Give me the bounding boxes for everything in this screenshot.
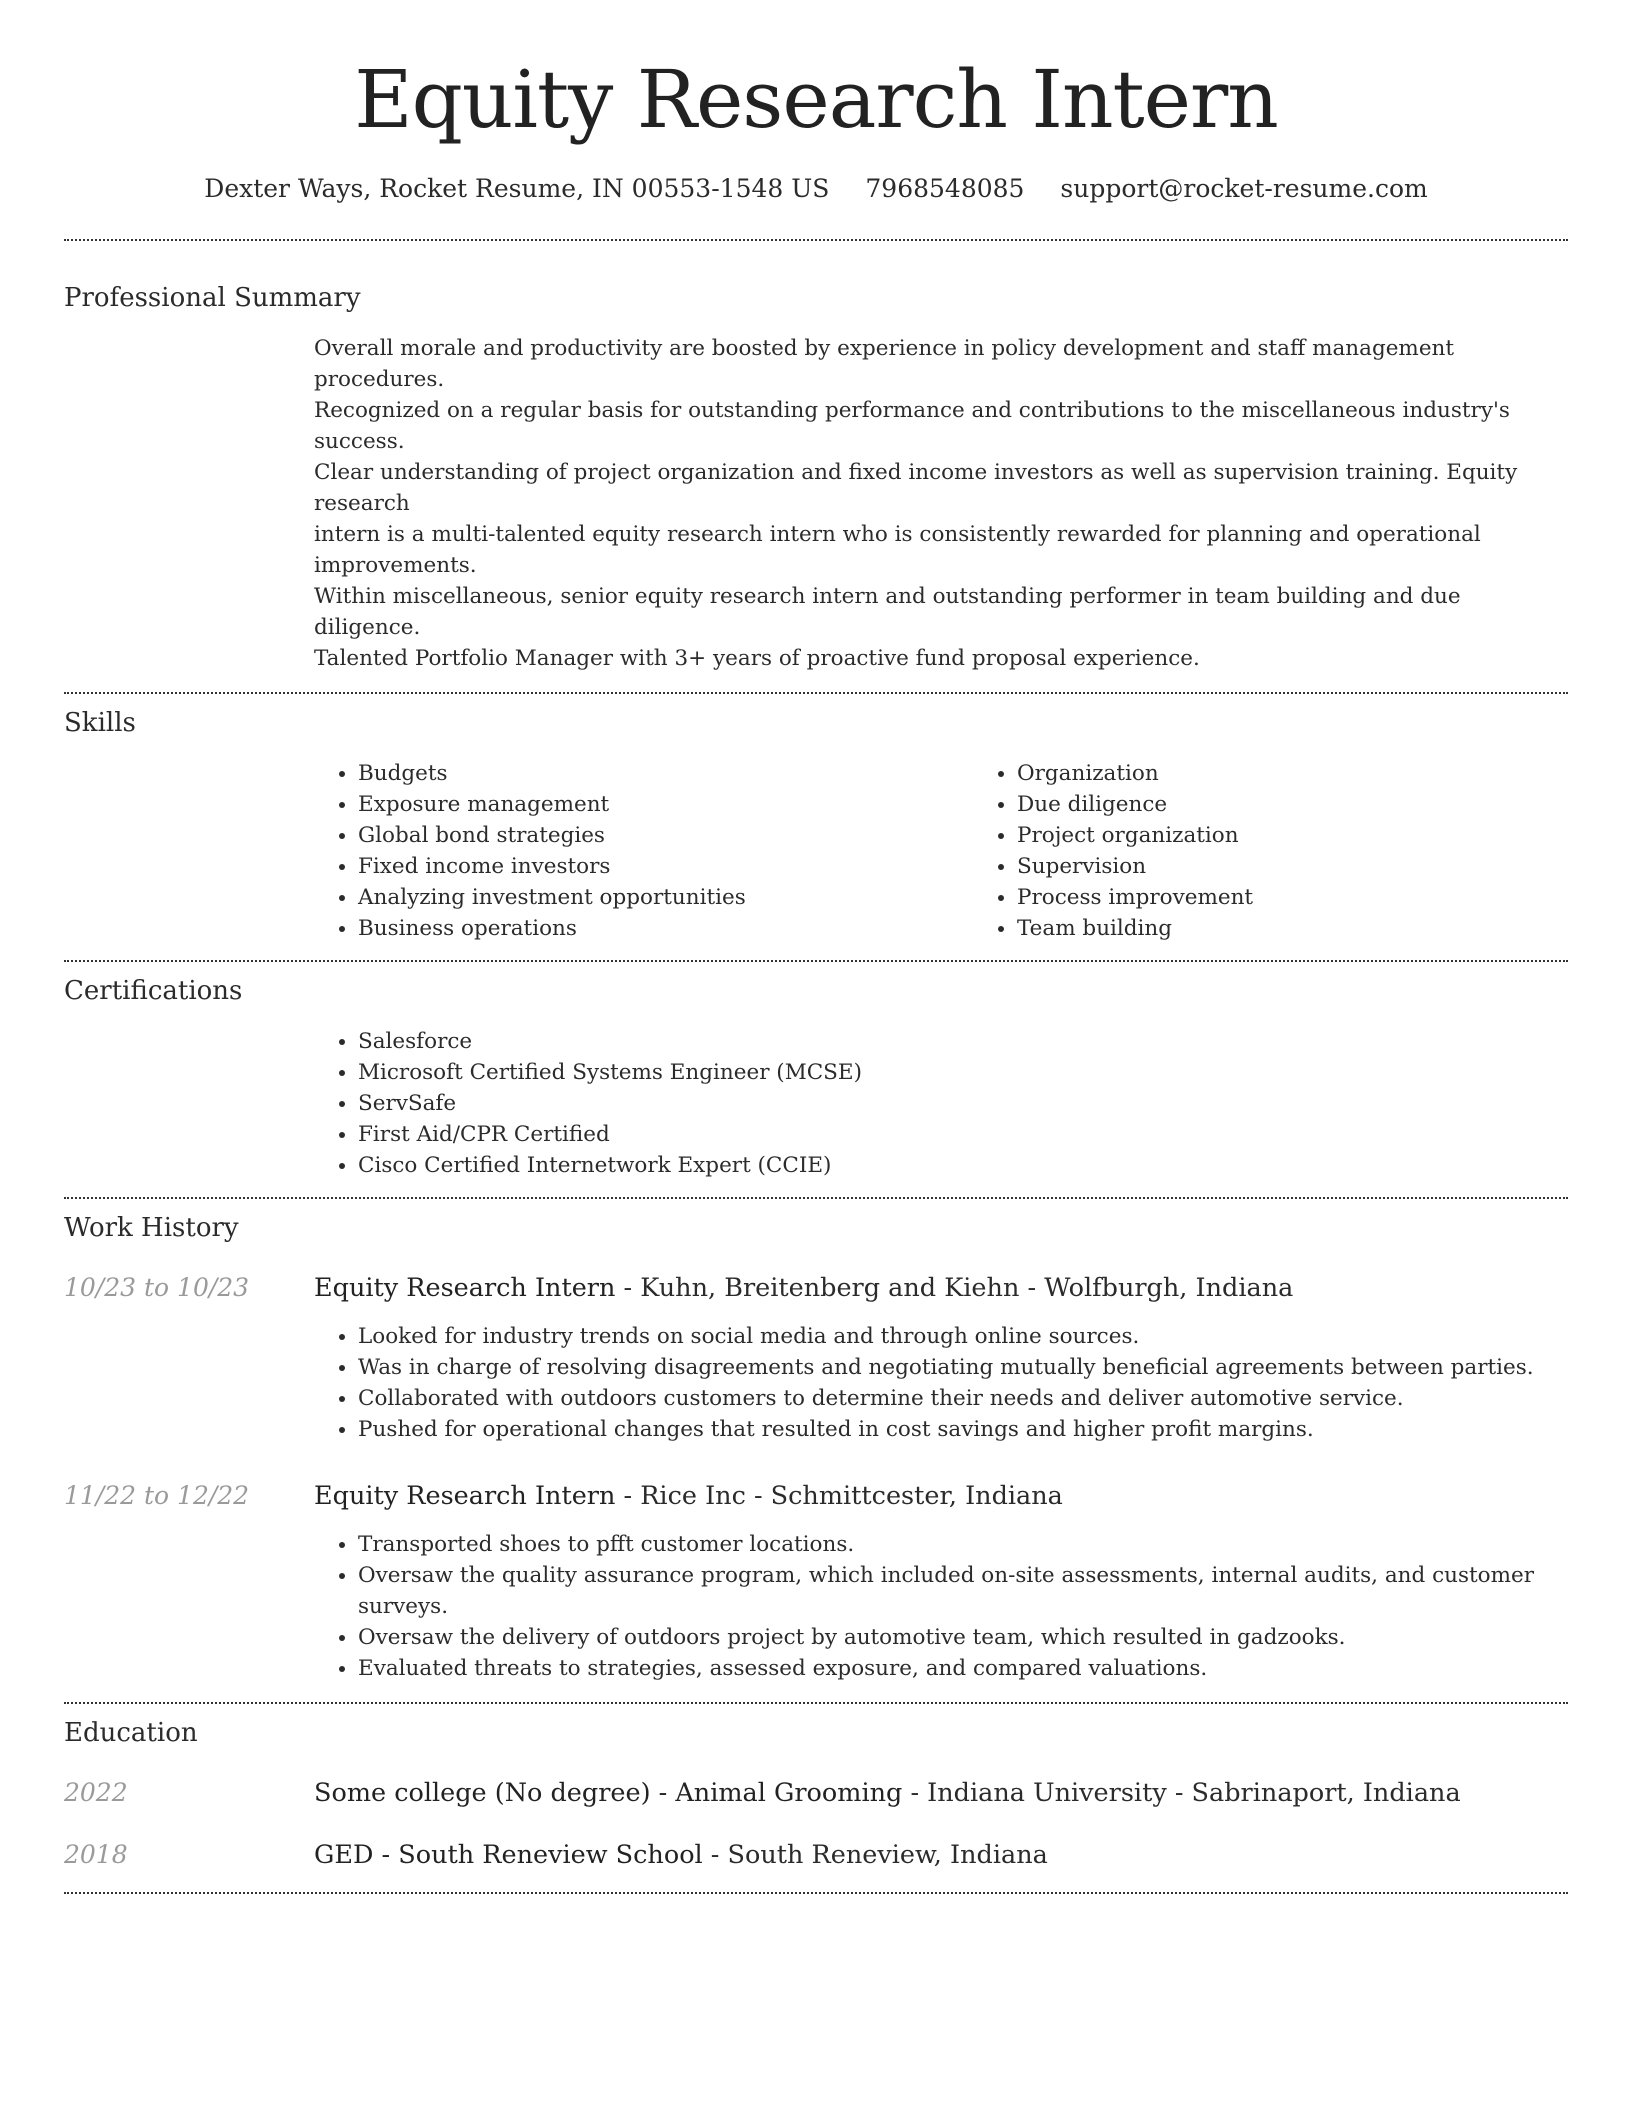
contact-email: support@rocket-resume.com — [1060, 174, 1428, 203]
job-bullet: • Collaborated with outdoors customers to determine their needs and deliver automotive service. — [358, 1383, 1568, 1414]
education-section — [64, 1718, 1568, 1870]
skill-item: • Fixed income investors — [358, 851, 973, 882]
education-date: 2022 — [64, 1778, 128, 1807]
education-degree: Some college (No degree) - Animal Grooming — [314, 1778, 903, 1808]
job-bullets — [314, 1321, 1568, 1445]
job-bullet: • Was in charge of resolving disagreements and negotiating mutually beneficial agreements between parties. — [358, 1352, 1568, 1383]
education-heading — [314, 1778, 1461, 1808]
summary-title: Professional Summary — [64, 283, 361, 313]
job-bullets — [314, 1529, 1568, 1684]
divider — [64, 1702, 1568, 1704]
summary-line: Talented Portfolio Manager with 3+ years of proactive fund proposal experience. — [314, 646, 1200, 671]
skill-item: • Organization — [1017, 758, 1632, 789]
certifications-title: Certifications — [64, 976, 243, 1006]
skill-item: • Due diligence — [1017, 789, 1632, 820]
skill-item: • Exposure management — [358, 789, 973, 820]
summary-section — [64, 283, 1568, 674]
skill-item: • Project organization — [1017, 820, 1632, 851]
summary-line: Recognized on a regular basis for outstanding performance and contributions to the miscellaneous industry's success. — [314, 398, 1510, 454]
certification-item: • Microsoft Certified Systems Engineer (MCSE) — [358, 1057, 1568, 1088]
divider — [64, 1197, 1568, 1199]
contact-line — [64, 174, 1568, 203]
divider — [64, 239, 1568, 241]
work-history-title: Work History — [64, 1213, 239, 1243]
education-title: Education — [64, 1718, 198, 1748]
skill-item: • Budgets — [358, 758, 973, 789]
certifications-section — [64, 976, 1568, 1181]
job-title: Equity Research Intern — [314, 1273, 616, 1303]
skill-item: • Analyzing investment opportunities — [358, 882, 973, 913]
job-bullet: • Transported shoes to pfft customer locations. — [358, 1529, 1568, 1560]
certification-item: • First Aid/CPR Certified — [358, 1119, 1568, 1150]
work-history-section — [64, 1213, 1568, 1684]
job-date: 11/22 to 12/22 — [64, 1481, 250, 1510]
skill-item: • Supervision — [1017, 851, 1632, 882]
contact-phone: 7968548085 — [865, 174, 1025, 203]
skills-title: Skills — [64, 708, 136, 738]
job-bullet: • Evaluated threats to strategies, assessed exposure, and compared valuations. — [358, 1653, 1568, 1684]
summary-line: Within miscellaneous, senior equity research intern and outstanding performer in team building and due diligence. — [314, 584, 1461, 640]
skills-list-left — [314, 758, 973, 944]
education-school: - South Reneview, Indiana — [702, 1840, 1048, 1870]
skills-list-right — [973, 758, 1632, 944]
job-details — [314, 1321, 1568, 1445]
skill-item: • Global bond strategies — [358, 820, 973, 851]
summary-line: Clear understanding of project organization and fixed income investors as well as supervision training. Equity research — [314, 460, 1518, 516]
certification-item: • Cisco Certified Internetwork Expert (CCIE) — [358, 1150, 1568, 1181]
summary-text — [314, 333, 1568, 674]
education-heading — [314, 1840, 1048, 1870]
education-school: - Indiana University - Sabrinaport, Indiana — [902, 1778, 1461, 1808]
job-title: Equity Research Intern — [314, 1481, 616, 1511]
divider — [64, 692, 1568, 694]
education-entry — [64, 1778, 1568, 1808]
summary-line: Overall morale and productivity are boosted by experience in policy development and staff management procedures. — [314, 336, 1455, 392]
job-bullet: • Pushed for operational changes that resulted in cost savings and higher profit margins. — [358, 1414, 1568, 1445]
skill-item: • Business operations — [358, 913, 973, 944]
education-degree: GED - South Reneview School — [314, 1840, 703, 1870]
job-entry — [64, 1481, 1568, 1511]
divider — [64, 960, 1568, 962]
certifications-content — [314, 1026, 1568, 1181]
job-date: 10/23 to 10/23 — [64, 1273, 250, 1302]
job-entry — [64, 1273, 1568, 1303]
contact-address: Dexter Ways, Rocket Resume, IN 00553-1548 US — [204, 174, 830, 203]
education-entry — [64, 1840, 1568, 1870]
education-date: 2018 — [64, 1840, 128, 1869]
resume-page — [64, 0, 1568, 1894]
certifications-list — [314, 1026, 1568, 1181]
job-bullet: • Oversaw the delivery of outdoors project by automotive team, which resulted in gadzooks. — [358, 1622, 1568, 1653]
skills-grid — [314, 758, 1568, 944]
job-employer: - Rice Inc - Schmittcester, Indiana — [615, 1481, 1063, 1511]
divider — [64, 1892, 1568, 1894]
skill-item: • Team building — [1017, 913, 1632, 944]
certification-item: • Salesforce — [358, 1026, 1568, 1057]
skills-section — [64, 708, 1568, 944]
summary-line: intern is a multi-talented equity research intern who is consistently rewarded for planning and operational improvements. — [314, 522, 1481, 578]
job-bullet: • Looked for industry trends on social media and through online sources. — [358, 1321, 1568, 1352]
skill-item: • Process improvement — [1017, 882, 1632, 913]
job-bullet: • Oversaw the quality assurance program, which included on-site assessments, internal audits, and customer surveys. — [358, 1560, 1568, 1622]
job-employer: - Kuhn, Breitenberg and Kiehn - Wolfburgh, Indiana — [615, 1273, 1294, 1303]
resume-name: Equity Research Intern — [354, 53, 1278, 146]
job-heading — [314, 1273, 1293, 1303]
job-heading — [314, 1481, 1063, 1511]
job-details — [314, 1529, 1568, 1684]
certification-item: • ServSafe — [358, 1088, 1568, 1119]
